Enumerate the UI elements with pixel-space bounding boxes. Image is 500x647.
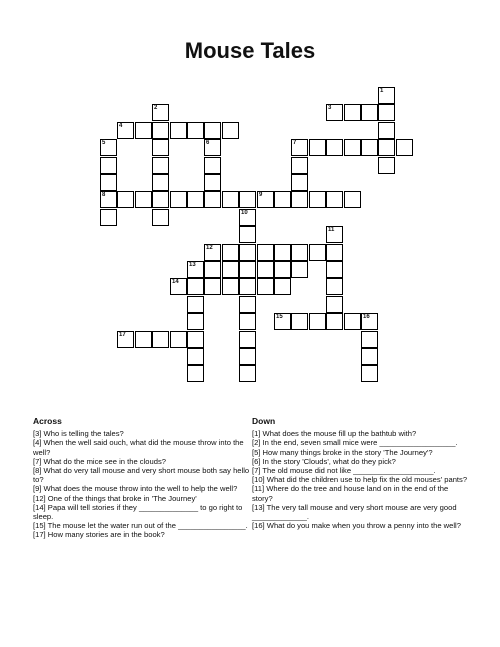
- grid-cell[interactable]: [396, 139, 413, 156]
- grid-cell[interactable]: [326, 278, 343, 295]
- down-clue: [11] Where do the tree and house land on in the end of the story?: [252, 484, 449, 503]
- grid-cell[interactable]: [204, 122, 221, 139]
- grid-cell[interactable]: [152, 139, 169, 156]
- grid-cell[interactable]: [204, 157, 221, 174]
- clue-number: 12: [206, 245, 213, 251]
- down-clues: [252, 417, 468, 530]
- grid-cell[interactable]: [309, 313, 326, 330]
- grid-cell[interactable]: [204, 278, 221, 295]
- grid-cell[interactable]: [222, 122, 239, 139]
- grid-cell[interactable]: [257, 278, 274, 295]
- grid-cell[interactable]: [361, 139, 378, 156]
- down-clue: [7] The old mouse did not like ___________________.: [252, 466, 436, 476]
- grid-cell[interactable]: [344, 139, 361, 156]
- grid-cell[interactable]: [239, 209, 256, 226]
- grid-cell[interactable]: [204, 139, 221, 156]
- down-clue: [1] What does the mouse fill up the bathtub with?: [252, 429, 417, 439]
- across-clues: [33, 417, 251, 540]
- grid-cell[interactable]: [204, 244, 221, 261]
- clue-number: 2: [154, 105, 158, 111]
- grid-cell[interactable]: [239, 331, 256, 348]
- down-clue: [5] How many things broke in the story 'The Journey'?: [252, 447, 433, 457]
- grid-cell[interactable]: [170, 278, 187, 295]
- across-clue: [14] Papa will tell stories if they ______________ to go right to sleep.: [33, 502, 243, 522]
- grid-cell[interactable]: [378, 157, 395, 174]
- grid-cell[interactable]: [239, 348, 256, 365]
- grid-cell[interactable]: [257, 261, 274, 278]
- grid-cell[interactable]: [291, 313, 308, 330]
- grid-cell[interactable]: [204, 174, 221, 191]
- clue-number: 7: [293, 140, 297, 146]
- across-clue: [12] One of the things that broke in 'The Journey': [33, 493, 197, 503]
- grid-cell[interactable]: [187, 331, 204, 348]
- grid-cell[interactable]: [378, 104, 395, 121]
- grid-cell[interactable]: [187, 348, 204, 365]
- clue-number: 15: [276, 314, 283, 320]
- grid-cell[interactable]: [187, 365, 204, 382]
- clue-number: 16: [363, 314, 370, 320]
- clue-number: 10: [241, 210, 248, 216]
- grid-cell[interactable]: [152, 122, 169, 139]
- grid-cell[interactable]: [291, 261, 308, 278]
- grid-cell[interactable]: [291, 244, 308, 261]
- grid-cell[interactable]: [100, 139, 117, 156]
- grid-cell[interactable]: [378, 139, 395, 156]
- grid-cell[interactable]: [100, 209, 117, 226]
- grid-cell[interactable]: [187, 278, 204, 295]
- grid-cell[interactable]: [152, 209, 169, 226]
- clue-number: 13: [189, 262, 196, 268]
- grid-cell[interactable]: [170, 191, 187, 208]
- grid-cell[interactable]: [378, 122, 395, 139]
- grid-cell[interactable]: [239, 313, 256, 330]
- grid-cell[interactable]: [344, 104, 361, 121]
- grid-cell[interactable]: [117, 122, 134, 139]
- puzzle-title: Mouse Tales: [184, 38, 316, 63]
- down-clue: [16] What do you make when you throw a penny into the well?: [252, 521, 461, 531]
- grid-cell[interactable]: [187, 122, 204, 139]
- clue-number: 3: [328, 105, 332, 111]
- across-clue: [3] Who is telling the tales?: [33, 429, 124, 439]
- grid-cell[interactable]: [222, 191, 239, 208]
- grid-cell[interactable]: [117, 331, 134, 348]
- clue-number: 11: [328, 227, 335, 233]
- grid-cell[interactable]: [326, 261, 343, 278]
- grid-cell[interactable]: [274, 261, 291, 278]
- clue-number: 5: [102, 140, 106, 146]
- grid-cell[interactable]: [326, 104, 343, 121]
- grid-cell[interactable]: [257, 191, 274, 208]
- grid-cell[interactable]: [117, 191, 134, 208]
- grid-cell[interactable]: [152, 191, 169, 208]
- down-clue: [6] In the story 'Clouds', what do they pick?: [252, 456, 396, 466]
- grid-cell[interactable]: [309, 191, 326, 208]
- grid-cell[interactable]: [309, 139, 326, 156]
- grid-cell[interactable]: [291, 174, 308, 191]
- grid-cell[interactable]: [274, 191, 291, 208]
- grid-cell[interactable]: [274, 244, 291, 261]
- grid-cell[interactable]: [239, 278, 256, 295]
- grid-cell[interactable]: [170, 331, 187, 348]
- grid-cell[interactable]: [187, 191, 204, 208]
- grid-cell[interactable]: [326, 191, 343, 208]
- clue-number: 9: [259, 192, 263, 198]
- grid-cell[interactable]: [344, 191, 361, 208]
- grid-cell[interactable]: [361, 104, 378, 121]
- across-clue: [8] What do very tall mouse and very short mouse both say hello to?: [33, 466, 250, 485]
- grid-cell[interactable]: [361, 331, 378, 348]
- grid-cell[interactable]: [361, 365, 378, 382]
- clue-number: 17: [119, 332, 126, 338]
- down-clue: [13] The very tall mouse and very short mouse are very good _____________.: [252, 502, 457, 522]
- grid-cell[interactable]: [239, 365, 256, 382]
- grid-cell[interactable]: [204, 261, 221, 278]
- clue-number: 14: [172, 279, 179, 285]
- across-clue: [9] What does the mouse throw into the well to help the well?: [33, 484, 238, 494]
- across-heading: Across: [33, 416, 62, 426]
- grid-cell[interactable]: [100, 191, 117, 208]
- down-clue: [10] What did the children use to help fix the old mouses' pants?: [252, 475, 468, 485]
- grid-cell[interactable]: [135, 191, 152, 208]
- clue-number: 8: [102, 192, 106, 198]
- grid-cell[interactable]: [326, 244, 343, 261]
- grid-cell[interactable]: [152, 331, 169, 348]
- grid-cell[interactable]: [204, 191, 221, 208]
- grid-cell[interactable]: [274, 278, 291, 295]
- grid-cell[interactable]: [326, 139, 343, 156]
- grid-cell[interactable]: [309, 244, 326, 261]
- grid-cell[interactable]: [257, 244, 274, 261]
- grid-cell[interactable]: [187, 313, 204, 330]
- grid-cell[interactable]: [187, 261, 204, 278]
- across-clue: [4] When the well said ouch, what did the mouse throw into the well?: [33, 438, 244, 457]
- grid-cell[interactable]: [100, 157, 117, 174]
- grid-cell[interactable]: [239, 191, 256, 208]
- across-clue: [15] The mouse let the water run out of the ________________.: [33, 521, 248, 531]
- across-clue: [7] What do the mice see in the clouds?: [33, 456, 166, 466]
- grid-cell[interactable]: [222, 244, 239, 261]
- clue-number: 1: [380, 88, 384, 94]
- grid-cell[interactable]: [152, 104, 169, 121]
- grid-cell[interactable]: [100, 174, 117, 191]
- grid-cell[interactable]: [326, 313, 343, 330]
- grid-cell[interactable]: [239, 244, 256, 261]
- grid-cell[interactable]: [239, 261, 256, 278]
- grid-cell[interactable]: [326, 296, 343, 313]
- clue-number: 6: [206, 140, 210, 146]
- grid-cell[interactable]: [222, 278, 239, 295]
- down-heading: Down: [252, 416, 276, 426]
- grid-cell[interactable]: [361, 348, 378, 365]
- grid-cell[interactable]: [222, 261, 239, 278]
- grid-cell[interactable]: [291, 139, 308, 156]
- grid-cell[interactable]: [291, 157, 308, 174]
- grid-cell[interactable]: [274, 313, 291, 330]
- down-clue: [2] In the end, seven small mice were __________________.: [252, 438, 458, 448]
- grid-cell[interactable]: [187, 296, 204, 313]
- grid-cell[interactable]: [326, 226, 343, 243]
- grid-cell[interactable]: [152, 174, 169, 191]
- across-clue: [17] How many stories are in the book?: [33, 530, 165, 540]
- grid-cell[interactable]: [135, 122, 152, 139]
- clue-number: 4: [119, 123, 123, 129]
- grid-cell[interactable]: [239, 226, 256, 243]
- grid-cell[interactable]: [152, 157, 169, 174]
- grid-cell[interactable]: [378, 87, 395, 104]
- grid-cell[interactable]: [291, 191, 308, 208]
- grid-cell[interactable]: [170, 122, 187, 139]
- grid-cell[interactable]: [344, 313, 361, 330]
- grid-cell[interactable]: [361, 313, 378, 330]
- grid-cell[interactable]: [135, 331, 152, 348]
- grid-cell[interactable]: [239, 296, 256, 313]
